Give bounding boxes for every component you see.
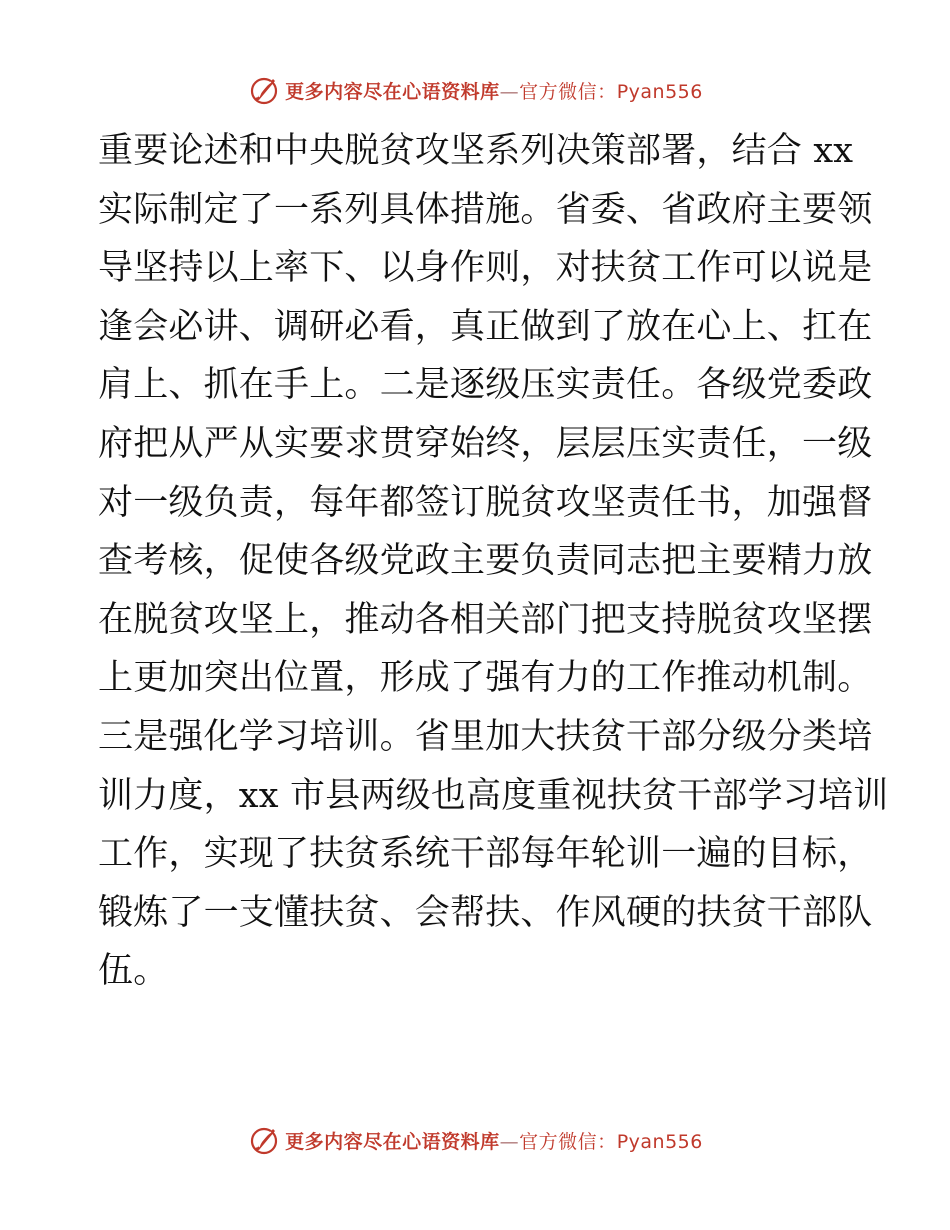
footer-banner-wechat-id: Pyan556: [616, 1130, 703, 1153]
body-line-14: 锻炼了一支懂扶贫、会帮扶、作风硬的扶贫干部队: [98, 892, 873, 933]
footer-banner-suffix: 官方微信：: [519, 1130, 617, 1153]
body-line-3: 导坚持以上率下、以身作则，对扶贫工作可以说是: [98, 248, 873, 289]
header-banner-dash: —: [499, 80, 520, 103]
footer-banner-dash: —: [499, 1130, 520, 1153]
header-banner-suffix: 官方微信：: [519, 80, 617, 103]
footer-banner-main: 更多内容尽在心语资料库: [285, 1130, 500, 1153]
body-line-10: 上更加突出位置，形成了强有力的工作推动机制。: [98, 658, 873, 699]
body-line-12: 训力度，xx 市县两级也高度重视扶贫干部学习培训: [98, 775, 889, 816]
quill-pen-logo-icon: [247, 1123, 281, 1157]
header-banner-wechat-id: Pyan556: [616, 80, 703, 103]
footer-banner: [0, 1120, 950, 1160]
body-line-11: 三是强化学习培训。省里加大扶贫干部分级分类培: [98, 716, 873, 757]
body-line-13: 工作，实现了扶贫系统干部每年轮训一遍的目标，: [98, 834, 873, 875]
body-line-4: 逢会必讲、调研必看，真正做到了放在心上、扛在: [98, 306, 873, 347]
body-line-7: 对一级负责，每年都签订脱贫攻坚责任书，加强督: [98, 482, 873, 523]
body-line-6: 府把从严从实要求贯穿始终，层层压实责任，一级: [98, 423, 873, 464]
footer-banner-text: [285, 1127, 703, 1154]
body-line-1: 重要论述和中央脱贫攻坚系列决策部署，结合 xx: [98, 131, 854, 171]
header-banner-text: [285, 77, 703, 104]
header-banner-main: 更多内容尽在心语资料库: [285, 80, 500, 103]
body-line-2: 实际制定了一系列具体措施。省委、省政府主要领: [98, 189, 873, 230]
body-line-5: 肩上、抓在手上。二是逐级压实责任。各级党委政: [98, 365, 873, 406]
quill-pen-logo-icon: [247, 73, 281, 107]
body-line-9: 在脱贫攻坚上，推动各相关部门把支持脱贫攻坚摆: [98, 599, 873, 640]
document-body: [98, 122, 889, 1001]
header-banner: [0, 70, 950, 110]
body-line-8: 查考核，促使各级党政主要负责同志把主要精力放: [98, 541, 873, 582]
body-line-15: 伍。: [98, 951, 169, 992]
